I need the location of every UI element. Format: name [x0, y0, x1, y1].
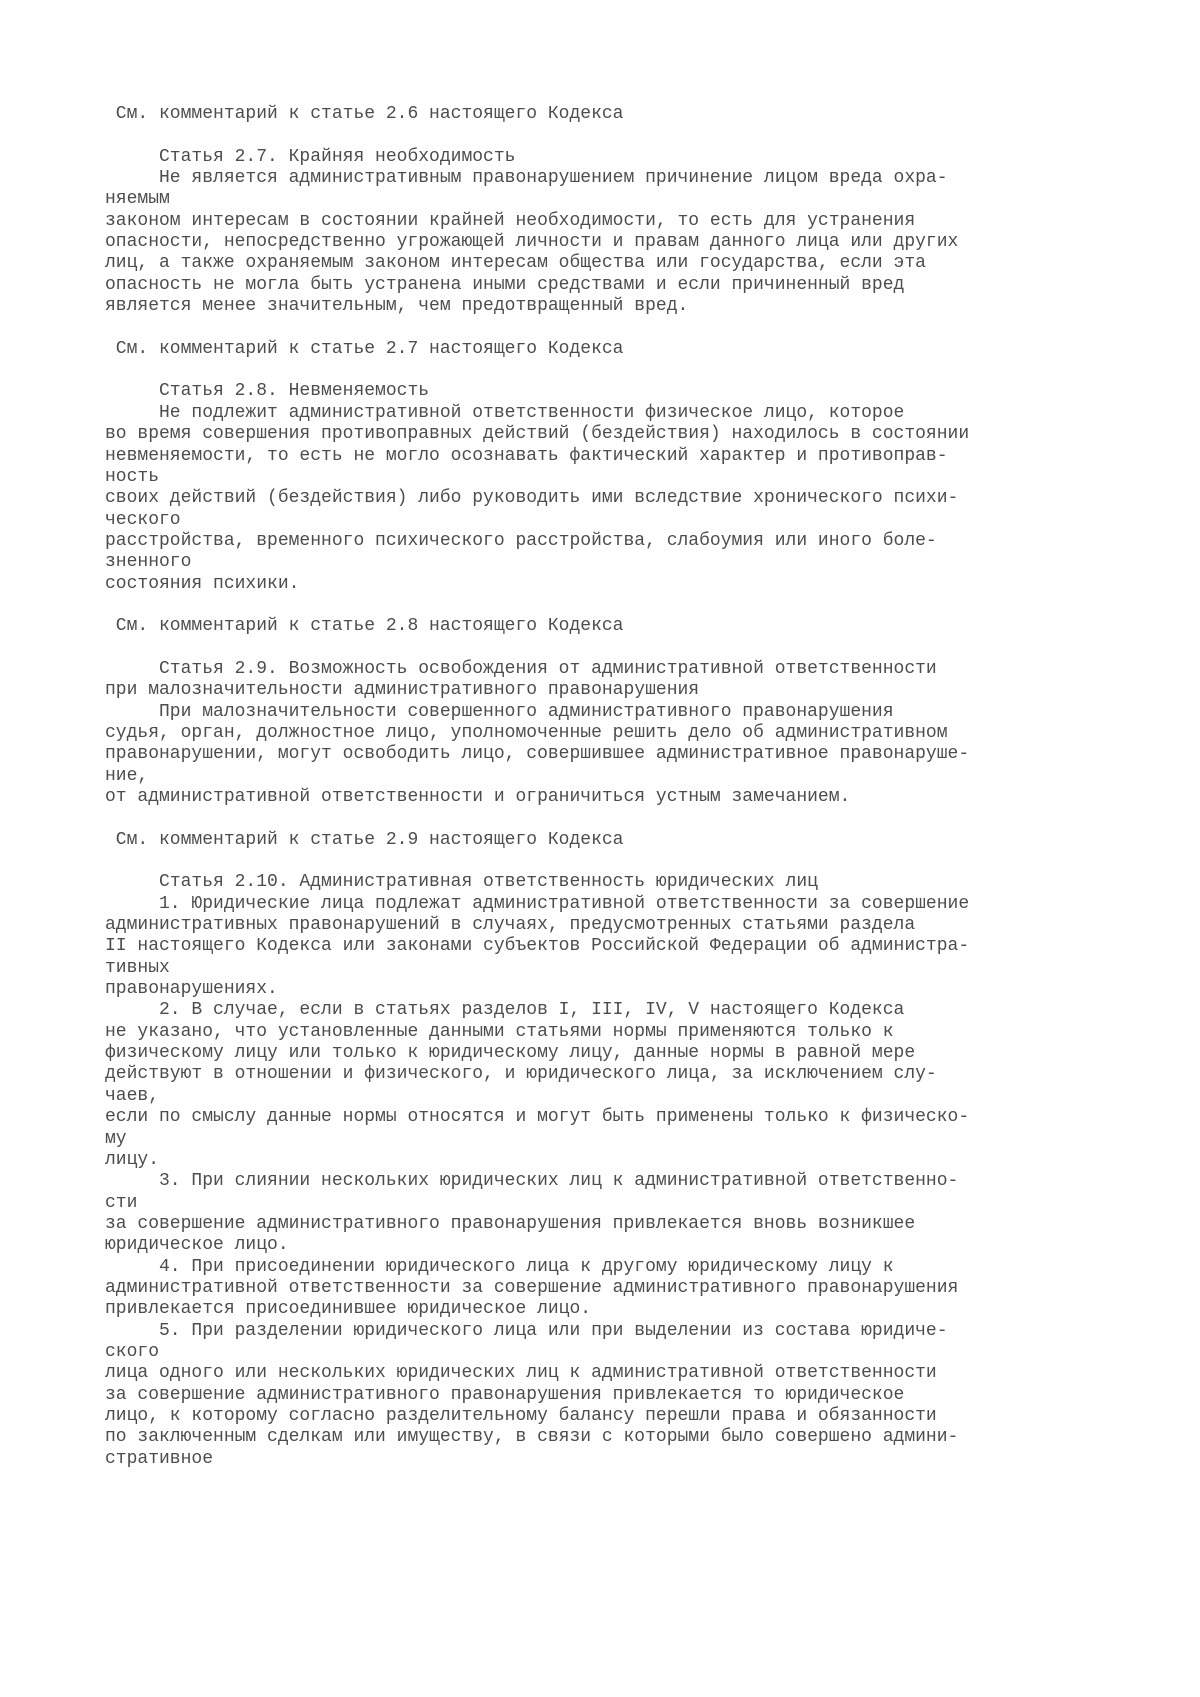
text-line: Не подлежит административной ответственности физическое лицо, которое — [105, 402, 905, 423]
comment-reference — [105, 339, 1140, 360]
text-line: 4. При присоединении юридического лица к другому юридическому лицу к — [105, 1256, 894, 1277]
article-block — [105, 381, 1140, 594]
text-line: своих действий (бездействия) либо руководить ими вследствие хронического психи- — [105, 488, 959, 509]
text-line: 1. Юридические лица подлежат административной ответственности за совершение — [105, 893, 970, 914]
text-line: расстройства, временного психического расстройства, слабоумия или иного боле- — [105, 530, 937, 551]
article-block — [105, 147, 1140, 318]
text-line: судья, орган, должностное лицо, уполномоченные решить дело об административном — [105, 722, 948, 743]
document-text — [105, 104, 1140, 1470]
text-line: См. комментарий к статье 2.6 настоящего Кодекса — [105, 104, 624, 124]
text-line: См. комментарий к статье 2.8 настоящего Кодекса — [105, 616, 624, 637]
text-line: административной ответственности за совершение административного правонарушения — [105, 1277, 959, 1298]
article-block — [105, 659, 1140, 808]
text-line: физическому лицу или только к юридическому лицу, данные нормы в равной мере — [105, 1043, 916, 1064]
text-line: за совершение административного правонарушения привлекается вновь возникшее — [105, 1213, 916, 1234]
text-line: стративное — [105, 1448, 214, 1469]
text-line: 2. В случае, если в статьях разделов I, III, IV, V настоящего Кодекса — [105, 1000, 905, 1021]
text-line: законом интересам в состоянии крайней необходимости, то есть для устранения — [105, 210, 916, 231]
text-line: привлекается присоединившее юридическое лицо. — [105, 1299, 592, 1320]
text-line: действуют в отношении и физического, и юридического лица, за исключением слу- — [105, 1064, 937, 1085]
text-line: ческого — [105, 509, 181, 530]
text-line: по заключенным сделкам или имуществу, в связи с которыми было совершено админи- — [105, 1427, 959, 1448]
text-line: лицо, к которому согласно разделительному балансу перешли права и обязанности — [105, 1405, 937, 1426]
text-line: лиц, а также охраняемым законом интересам общества или государства, если эта — [105, 253, 926, 274]
comment-reference — [105, 616, 1140, 637]
text-line: Статья 2.10. Административная ответственность юридических лиц — [105, 872, 818, 893]
text-line: является менее значительным, чем предотвращенный вред. — [105, 296, 689, 317]
text-line: за совершение административного правонарушения привлекается то юридическое — [105, 1384, 905, 1405]
text-line: 5. При разделении юридического лица или при выделении из состава юридиче- — [105, 1320, 948, 1341]
text-line: тивных — [105, 957, 170, 978]
text-line: Статья 2.8. Невменяемость — [105, 381, 430, 402]
text-line: ского — [105, 1341, 160, 1362]
text-line: от административной ответственности и ограничиться устным замечанием. — [105, 787, 851, 807]
text-line: См. комментарий к статье 2.9 настоящего Кодекса — [105, 829, 624, 850]
text-line: при малозначительности административного правонарушения — [105, 680, 700, 701]
text-line: административных правонарушений в случаях, предусмотренных статьями раздела — [105, 915, 916, 936]
text-line: лицу. — [105, 1149, 160, 1170]
text-line: правонарушении, могут освободить лицо, совершившее административное правонаруше- — [105, 744, 970, 765]
text-line: не указано, что установленные данными статьями нормы применяются только к — [105, 1021, 894, 1042]
text-line: ние, — [105, 765, 149, 786]
text-line: ность — [105, 466, 160, 487]
text-line: лица одного или нескольких юридических лиц к административной ответственности — [105, 1363, 937, 1384]
text-line: Статья 2.7. Крайняя необходимость — [105, 146, 516, 167]
text-line: II настоящего Кодекса или законами субъектов Российской Федерации об администра- — [105, 936, 970, 957]
text-line: если по смыслу данные нормы относятся и могут быть применены только к физическо- — [105, 1107, 970, 1128]
comment-reference — [105, 104, 1140, 125]
text-line: При малозначительности совершенного административного правонарушения — [105, 701, 894, 722]
text-line: Не является административным правонарушением причинение лицом вреда охра- — [105, 168, 948, 189]
text-line: няемым — [105, 189, 170, 210]
text-line: 3. При слиянии нескольких юридических лиц к административной ответственно- — [105, 1171, 959, 1192]
text-line: опасности, непосредственно угрожающей личности и правам данного лица или других — [105, 232, 959, 253]
text-line: му — [105, 1128, 127, 1149]
comment-reference — [105, 830, 1140, 851]
text-line: юридическое лицо. — [105, 1235, 289, 1256]
text-line: опасность не могла быть устранена иными средствами и если причиненный вред — [105, 274, 905, 295]
text-line: зненного — [105, 552, 192, 573]
text-line: состояния психики. — [105, 573, 300, 594]
text-line: чаев, — [105, 1085, 160, 1106]
text-line: правонарушениях. — [105, 979, 278, 1000]
article-block — [105, 872, 1140, 1470]
text-line: во время совершения противоправных действий (бездействия) находилось в состоянии — [105, 424, 970, 445]
text-line: См. комментарий к статье 2.7 настоящего Кодекса — [105, 338, 624, 359]
text-line: Статья 2.9. Возможность освобождения от административной ответственности — [105, 658, 937, 679]
text-line: сти — [105, 1192, 138, 1213]
text-line: невменяемости, то есть не могло осознавать фактический характер и противоправ- — [105, 445, 948, 466]
